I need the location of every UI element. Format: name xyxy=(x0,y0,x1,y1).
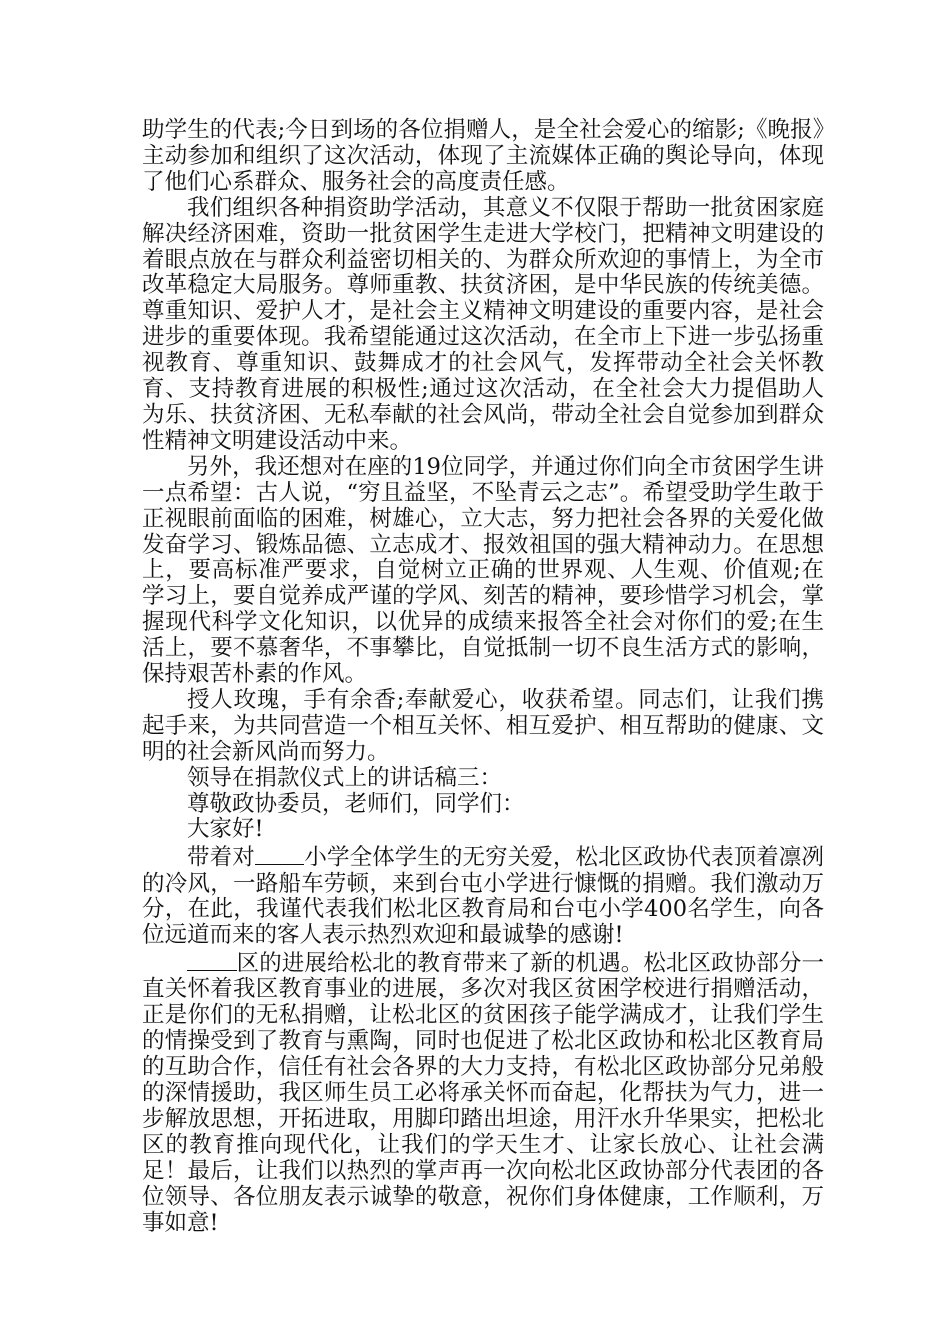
fill-in-blank xyxy=(255,843,305,864)
paragraph-3: 另外，我还想对在座的19位同学，并通过你们向全市贫困学生讲一点希望：古人说，“穷且益坚，不坠青云之志”。希望受助学生敢于正视眼前面临的困难，树雄心，立大志，努力把社会各界的关爱化做发奋学习、锻炼品德、立志成才、报效祖国的强大精神动力。在思想上，要高标准严要求，自觉树立正确的世界观、人生观、价值观;在学习上，要自觉养成严谨的学风、刻苦的精神，要珍惜学习机会，掌握现代科学文化知识，以优异的成绩来报答全社会对你们的爱;在生活上，要不慕奢华，不事攀比，自觉抵制一切不良生活方式的影响，保持艰苦朴素的作风。 xyxy=(142,453,824,688)
paragraph-8-rest: 小学全体学生的无穷关爱，松北区政协代表顶着凛冽的冷风，一路船车劳顿，来到台屯小学进行慷慨的捐赠。我们激动万分，在此，我谨代表我们松北区教育局和台屯小学400名学生，向各位远道而来的客人表示热烈欢迎和最诚挚的感谢! xyxy=(142,844,824,949)
paragraph-8 xyxy=(142,843,824,949)
salutation: 尊敬政协委员，老师们，同学们： xyxy=(187,790,525,817)
greeting: 大家好! xyxy=(187,816,264,843)
paragraph-8-start: 带着对 xyxy=(187,844,255,871)
paragraph-9 xyxy=(142,949,824,1236)
paragraph-4: 授人玫瑰，手有余香;奉献爱心，收获希望。同志们，让我们携起手来，为共同营造一个相互关怀、相互爱护、相互帮助的健康、文明的社会新风尚而努力。 xyxy=(142,686,824,765)
paragraph-9-text: 区的进展给松北的教育带来了新的机遇。松北区政协部分一直关怀着我区教育事业的进展，多次对我区贫困学校进行捐赠活动，正是你们的无私捐赠，让松北区的贫困孩子能学满成才，让我们学生的情操受到了教育与熏陶，同时也促进了松北区政协和松北区教育局的互助合作，信任有社会各界的大力支持，有松北区政协部分兄弟般的深情援助，我区师生员工必将承关怀而奋起，化帮扶为气力，进一步解放思想，开拓进取，用脚印踏出坦途，用汗水升华果实，把松北区的教育推向现代化，让我们的学天生才、让家长放心、让社会满足！最后，让我们以热烈的掌声再一次向松北区政协部分代表团的各位领导、各位朋友表示诚挚的敬意，祝你们身体健康，工作顺利，万事如意! xyxy=(142,950,824,1236)
paragraph-2: 我们组织各种捐资助学活动，其意义不仅限于帮助一批贫困家庭解决经济困难，资助一批贫困学生走进大学校门，把精神文明建设的着眼点放在与群众利益密切相关的、为群众所欢迎的事情上，为全市改革稳定大局服务。尊师重教、扶贫济困，是中华民族的传统美德。尊重知识、爱护人才，是社会主义精神文明建设的重要内容，是社会进步的重要体现。我希望能通过这次活动，在全市上下进一步弘扬重视教育、尊重知识、鼓舞成才的社会风气，发挥带动全社会关怀教育、支持教育进展的积极性;通过这次活动，在全社会大力提倡助人为乐、扶贫济困、无私奉献的社会风尚，带动全社会自觉参加到群众性精神文明建设活动中来。 xyxy=(142,194,824,454)
fill-in-blank xyxy=(187,949,237,970)
paragraph-1: 助学生的代表;今日到场的各位捐赠人，是全社会爱心的缩影;《晚报》主动参加和组织了这次活动，体现了主流媒体正确的舆论导向，体现了他们心系群众、服务社会的高度责任感。 xyxy=(142,117,824,195)
section-heading: 领导在捐款仪式上的讲话稿三： xyxy=(187,764,503,791)
document-body xyxy=(142,118,824,1236)
